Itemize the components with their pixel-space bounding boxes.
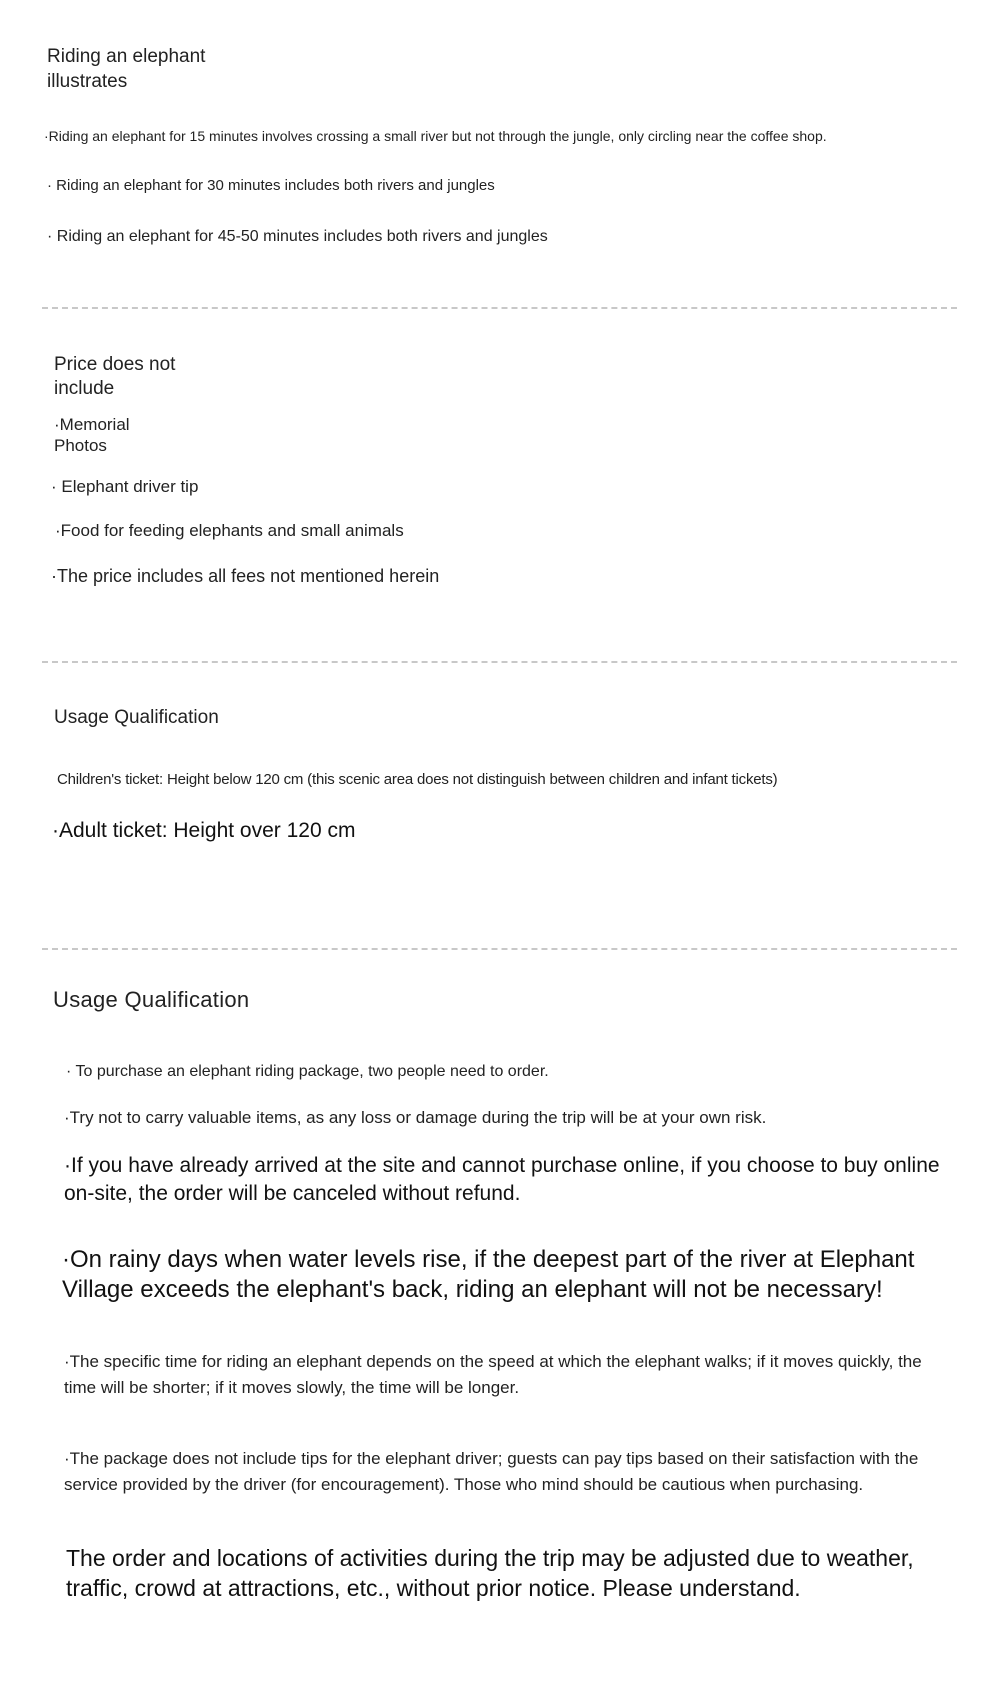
divider: [42, 307, 957, 309]
divider: [42, 661, 957, 663]
list-item: ·On rainy days when water levels rise, if the deepest part of the river at Elephant Village exceeds the elephant's back, riding an elephant will not be necessary!: [62, 1246, 915, 1303]
list-item: ·Riding an elephant for 15 minutes involves crossing a small river but not through the jungle, only circling near the coffee shop.: [44, 128, 827, 144]
section-title: Usage Qualification: [53, 987, 250, 1012]
list-item: ·The package does not include tips for the elephant driver; guests can pay tips based on their satisfaction with the service provided by the driver (for encouragement). Those who mind should be cautious when purchasing.: [64, 1449, 919, 1494]
adjustment-notice: The order and locations of activities during the trip may be adjusted due to weather, traffic, crowd at attractions, etc., without prior notice. Please understand.: [66, 1545, 914, 1601]
list-item: · Elephant driver tip: [51, 477, 199, 496]
list-item: · To purchase an elephant riding package, two people need to order.: [66, 1063, 549, 1080]
list-item: ·If you have already arrived at the site and cannot purchase online, if you choose to buy online on-site, the order will be canceled without refund.: [64, 1154, 940, 1205]
divider: [42, 948, 957, 950]
list-item: ·The specific time for riding an elephant depends on the speed at which the elephant walks; if it moves quickly, the time will be shorter; if it moves slowly, the time will be longer.: [64, 1352, 922, 1397]
list-item: · Riding an elephant for 30 minutes includes both rivers and jungles: [47, 177, 495, 194]
list-item: ·Adult ticket: Height over 120 cm: [52, 819, 356, 842]
list-item: ·Try not to carry valuable items, as any loss or damage during the trip will be at your own risk.: [64, 1108, 767, 1127]
section-title: Usage Qualification: [54, 707, 219, 728]
section-title: Riding an elephant illustrates: [47, 46, 206, 92]
section-title: Price does not include: [54, 354, 176, 399]
list-item: ·Food for feeding elephants and small animals: [55, 521, 404, 540]
list-item: ·The price includes all fees not mentioned herein: [51, 566, 440, 586]
list-item: Children's ticket: Height below 120 cm (this scenic area does not distinguish between children and infant tickets): [57, 771, 778, 788]
list-item: ·Memorial Photos: [54, 415, 130, 455]
list-item: · Riding an elephant for 45-50 minutes includes both rivers and jungles: [47, 228, 548, 245]
